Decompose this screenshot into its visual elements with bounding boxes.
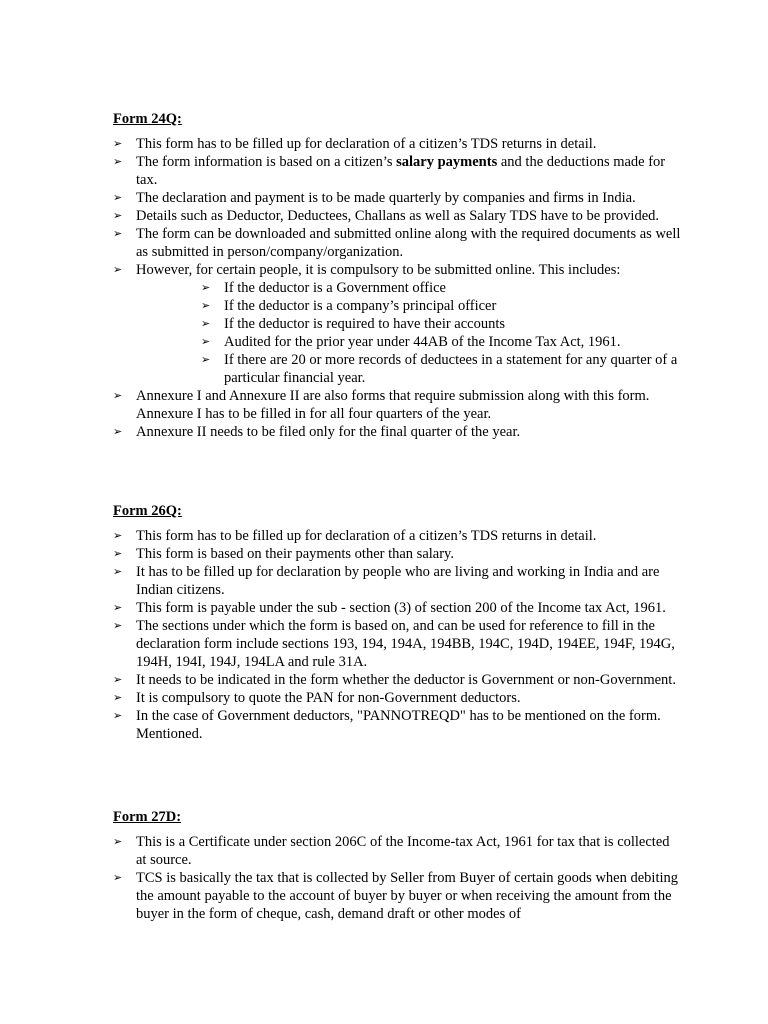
arrow-bullet-icon: ➢ <box>113 709 123 722</box>
bullet-list <box>113 135 683 279</box>
list-item: ➢ This form is based on their payments other than salary. <box>113 546 454 562</box>
arrow-bullet-icon: ➢ <box>113 529 123 542</box>
section-form-27d <box>113 808 683 923</box>
arrow-bullet-icon: ➢ <box>113 691 123 704</box>
arrow-bullet-icon: ➢ <box>113 547 123 560</box>
arrow-bullet-icon: ➢ <box>113 209 123 222</box>
bullet-list <box>113 527 683 743</box>
list-item: ➢ It is compulsory to quote the PAN for non-Government deductors. <box>113 690 521 706</box>
list-item: ➢ However, for certain people, it is compulsory to be submitted online. This includes: <box>113 262 621 278</box>
section-heading: Form 26Q: <box>113 503 182 519</box>
arrow-bullet-icon: ➢ <box>113 871 123 884</box>
list-item: ➢ This is a Certificate under section 206C of the Income-tax Act, 1961 for tax that is collected at source. <box>113 834 670 868</box>
arrow-bullet-icon: ➢ <box>113 191 123 204</box>
list-item: ➢ Annexure I and Annexure II are also forms that require submission along with this form. Annexure I has to be filled in for all four quarters of the year. <box>113 388 650 422</box>
list-item: ➢ The declaration and payment is to be made quarterly by companies and firms in India. <box>113 190 636 206</box>
arrow-bullet-icon: ➢ <box>201 281 211 294</box>
arrow-bullet-icon: ➢ <box>113 835 123 848</box>
section-form-24q <box>113 110 683 441</box>
arrow-bullet-icon: ➢ <box>201 317 211 330</box>
bullet-list-continued <box>113 387 683 441</box>
arrow-bullet-icon: ➢ <box>113 673 123 686</box>
sub-list-item: ➢ Audited for the prior year under 44AB of the Income Tax Act, 1961. <box>201 334 621 350</box>
list-item: ➢ Details such as Deductor, Deductees, Challans as well as Salary TDS have to be provided. <box>113 208 660 224</box>
list-item: ➢ The sections under which the form is based on, and can be used for reference to fill in the declaration form include sections 193, 194, 194A, 194BB, 194C, 194D, 194EE, 194F, 194G, 194H, 194I, 194J, 194LA and rule 31A. <box>113 618 675 670</box>
section-heading: Form 27D: <box>113 809 182 825</box>
sub-list-item: ➢ If the deductor is required to have their accounts <box>201 316 506 332</box>
sub-list-item: ➢ If the deductor is a company’s principal officer <box>201 298 497 314</box>
sub-bullet-list <box>113 279 683 387</box>
list-item: ➢ This form has to be filled up for declaration of a citizen’s TDS returns in detail. <box>113 528 597 544</box>
list-item: ➢ It has to be filled up for declaration by people who are living and working in India and are Indian citizens. <box>113 564 660 598</box>
section-form-26q <box>113 502 683 743</box>
arrow-bullet-icon: ➢ <box>201 335 211 348</box>
sub-list-item: ➢ If there are 20 or more records of deductees in a statement for any quarter of a particular financial year. <box>201 352 678 386</box>
list-item: ➢ It needs to be indicated in the form whether the deductor is Government or non-Government. <box>113 672 676 688</box>
list-item: ➢ This form is payable under the sub - section (3) of section 200 of the Income tax Act, 1961. <box>113 600 666 616</box>
arrow-bullet-icon: ➢ <box>113 263 123 276</box>
arrow-bullet-icon: ➢ <box>113 137 123 150</box>
bullet-list <box>113 833 683 923</box>
list-item: ➢ The form information is based on a citizen’s salary payments and the deductions made for tax. <box>113 154 666 188</box>
list-item: ➢ TCS is basically the tax that is collected by Seller from Buyer of certain goods when debiting the amount payable to the account of buyer by buyer or when receiving the amount from the buyer in the form of cheque, cash, demand draft or other modes of <box>113 870 679 922</box>
arrow-bullet-icon: ➢ <box>113 601 123 614</box>
sub-list-item: ➢ If the deductor is a Government office <box>201 280 446 296</box>
arrow-bullet-icon: ➢ <box>113 619 123 632</box>
arrow-bullet-icon: ➢ <box>113 565 123 578</box>
bold-text: salary payments <box>396 154 498 170</box>
arrow-bullet-icon: ➢ <box>113 389 123 402</box>
arrow-bullet-icon: ➢ <box>113 155 123 168</box>
list-item: ➢ The form can be downloaded and submitted online along with the required documents as well as submitted in person/company/organization. <box>113 226 681 260</box>
list-item: ➢ This form has to be filled up for declaration of a citizen’s TDS returns in detail. <box>113 136 597 152</box>
arrow-bullet-icon: ➢ <box>113 227 123 240</box>
arrow-bullet-icon: ➢ <box>113 425 123 438</box>
arrow-bullet-icon: ➢ <box>201 299 211 312</box>
list-item: ➢ In the case of Government deductors, "PANNOTREQD" has to be mentioned on the form. Mentioned. <box>113 708 661 742</box>
section-heading: Form 24Q: <box>113 111 182 127</box>
arrow-bullet-icon: ➢ <box>201 353 211 366</box>
list-item: ➢ Annexure II needs to be filed only for the final quarter of the year. <box>113 424 521 440</box>
